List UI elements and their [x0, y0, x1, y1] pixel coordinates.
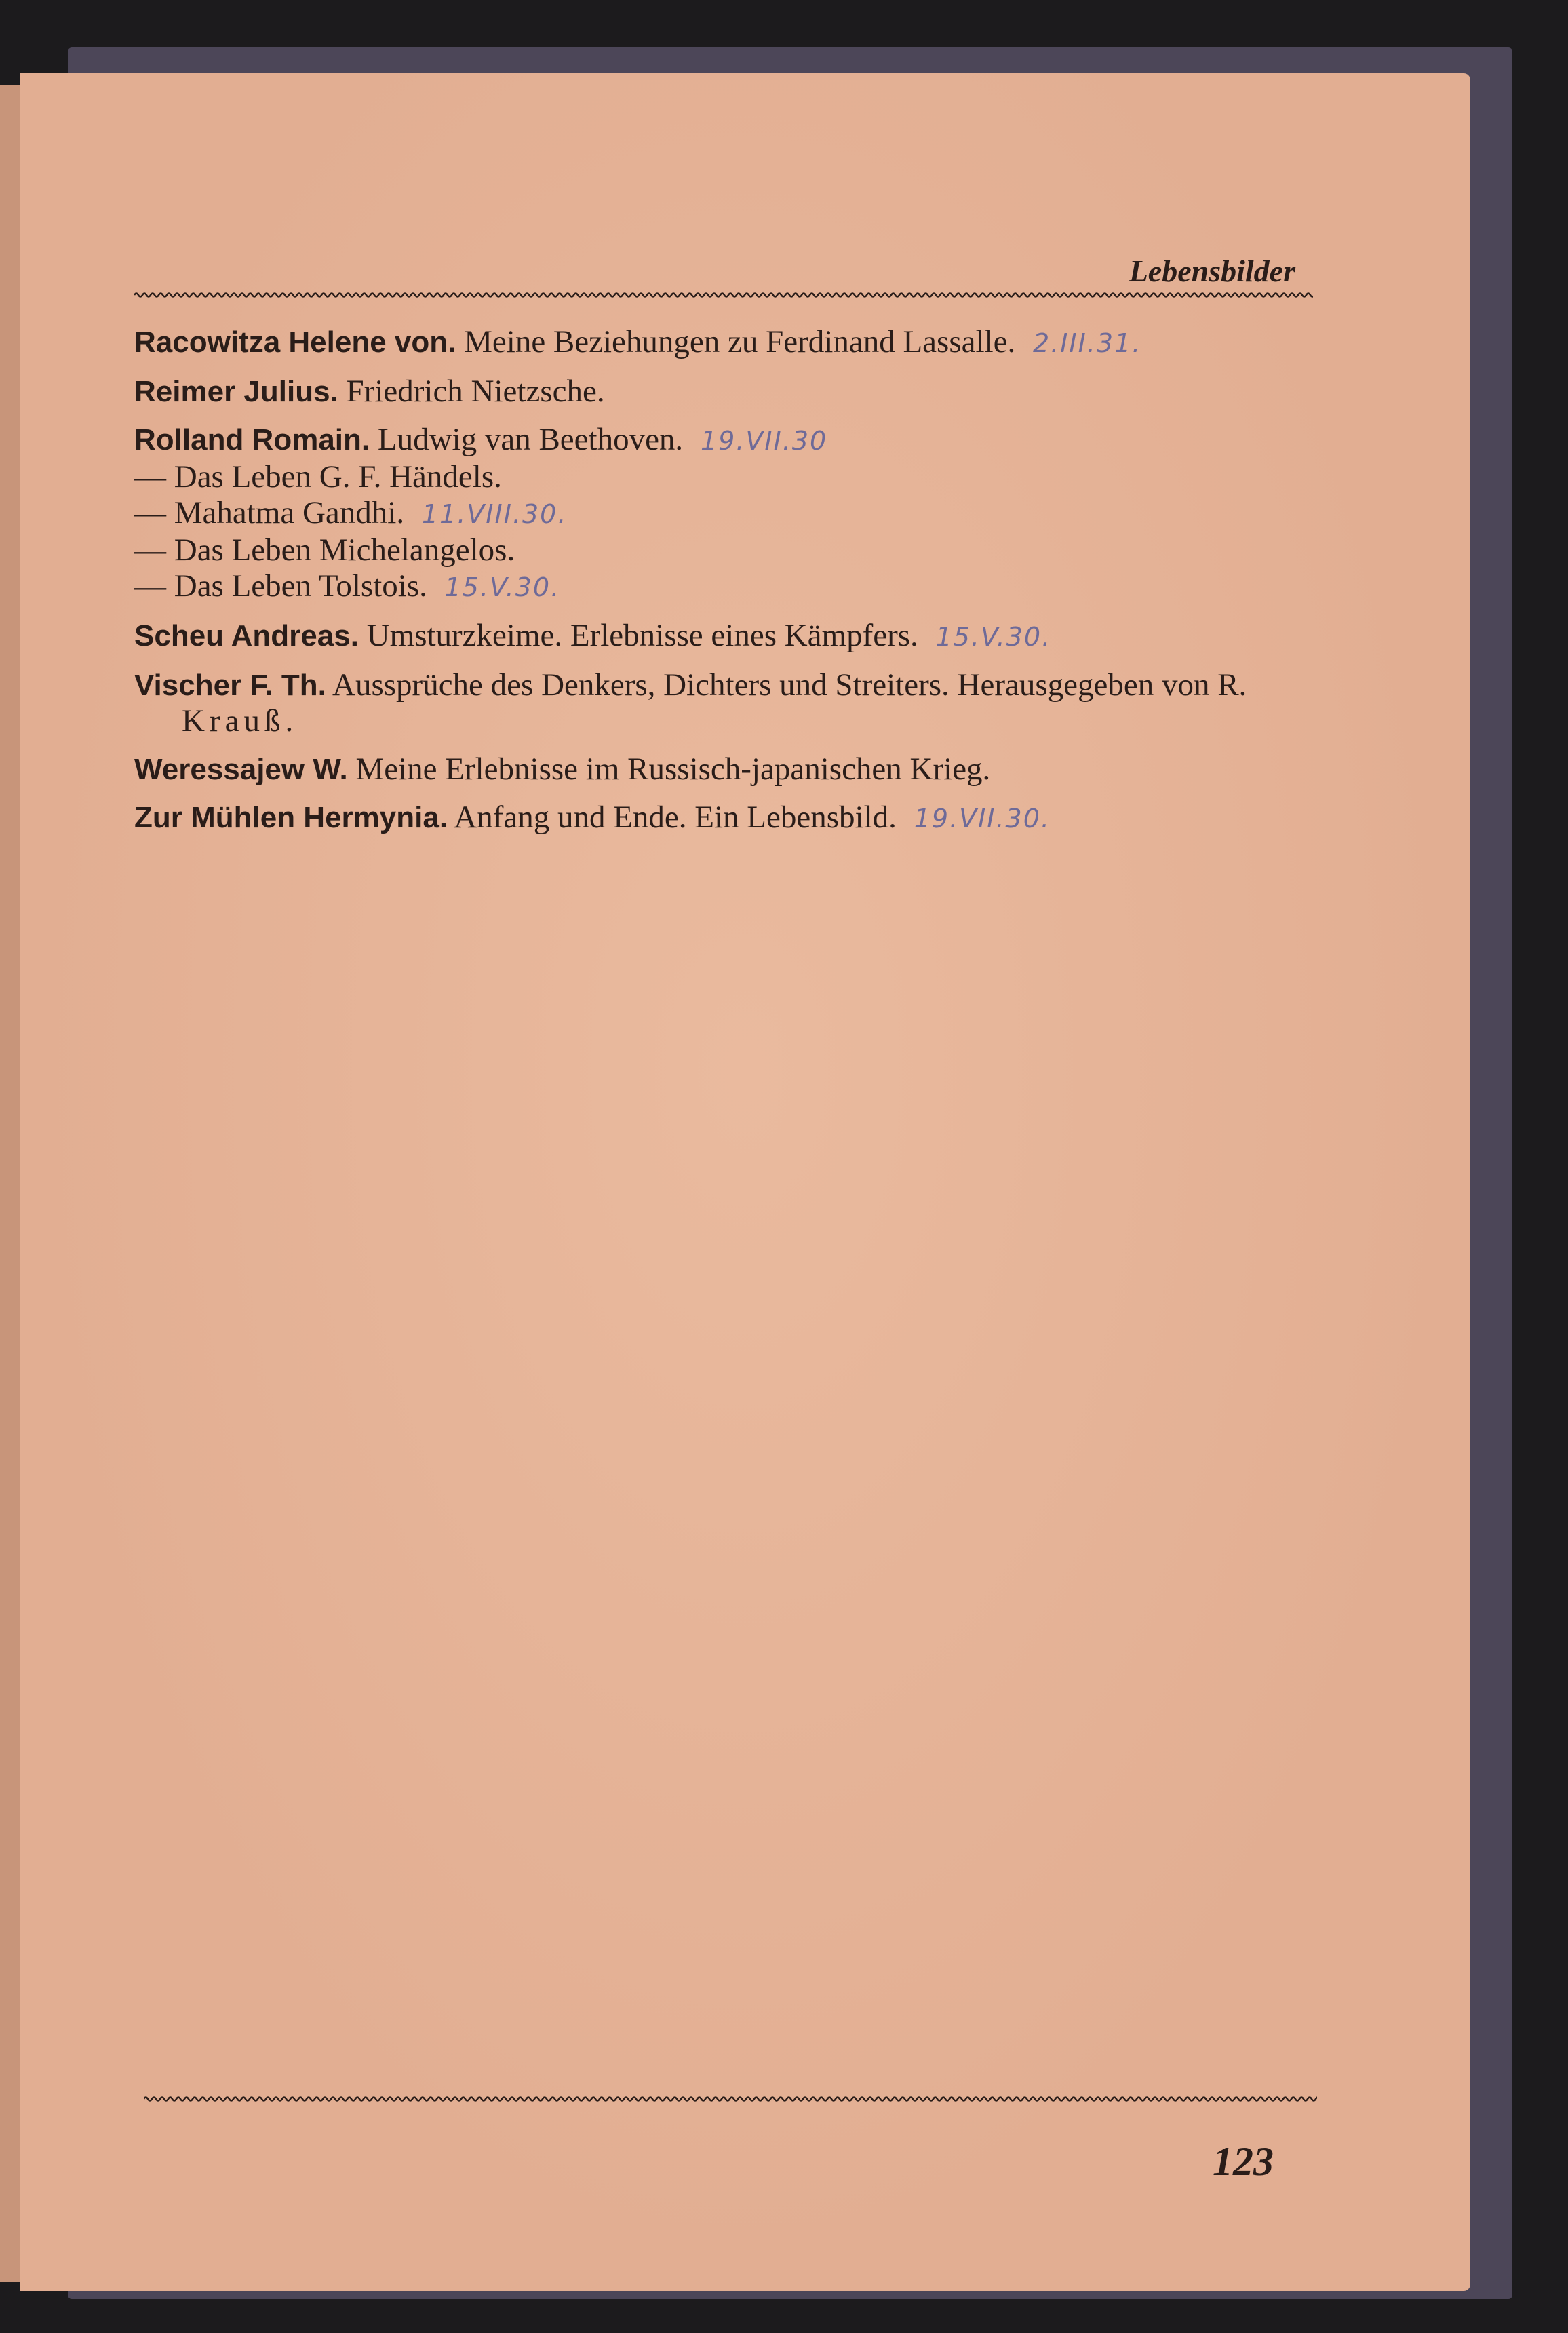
- entry-title: Meine Erlebnisse im Russisch-japanischen Krieg.: [355, 751, 991, 787]
- page-number: 123: [1213, 2139, 1274, 2184]
- entry-rolland-michelangelo: [134, 532, 1314, 568]
- entry-author: Weressajew W.: [134, 753, 348, 786]
- entry-rolland-gandhi: [134, 495, 1314, 532]
- entry-zur-muehlen: [134, 800, 1314, 837]
- handwritten-date: 2.III.31.: [1032, 328, 1142, 358]
- entry-weressajew: [134, 751, 1314, 787]
- entry-list: [134, 324, 1314, 849]
- entry-scheu: [134, 618, 1314, 655]
- entry-rolland: [134, 422, 1314, 459]
- entry-title: — Das Leben G. F. Händels.: [134, 459, 502, 494]
- entry-title: — Das Leben Michelangelos.: [134, 532, 515, 568]
- entry-author: Racowitza Helene von.: [134, 326, 456, 359]
- entry-author: Zur Mühlen Hermynia.: [134, 801, 448, 834]
- wavy-rule-bottom: [144, 2094, 1317, 2104]
- entry-title: Meine Beziehungen zu Ferdinand Lassalle.: [464, 324, 1016, 359]
- entry-rolland-tolstoi: [134, 568, 1314, 606]
- handwritten-date: 15.V.30.: [444, 572, 561, 602]
- entry-title: — Das Leben Tolstois.: [134, 568, 427, 604]
- handwritten-date: 19.VII.30.: [914, 804, 1051, 834]
- book-page: [20, 73, 1470, 2291]
- left-page-edge: [0, 85, 20, 2282]
- handwritten-date: 15.V.30.: [935, 622, 1052, 652]
- entry-title: Aussprüche des Denkers, Dichters und Streiters. Herausgegeben von R.: [332, 667, 1247, 703]
- entry-title: Umsturzkeime. Erlebnisse eines Kämpfers.: [366, 618, 918, 653]
- entry-reimer: [134, 374, 1314, 410]
- handwritten-date: 19.VII.30: [700, 426, 828, 456]
- entry-author: Rolland Romain.: [134, 423, 370, 456]
- entry-racowitza: [134, 324, 1314, 361]
- handwritten-date: 11.VIII.30.: [421, 499, 568, 529]
- entry-title-end: .: [285, 703, 294, 739]
- running-title: Lebensbilder: [1129, 254, 1295, 288]
- wavy-rule-top: [134, 290, 1313, 300]
- entry-title: Ludwig van Beethoven.: [377, 422, 684, 457]
- entry-title: Friedrich Nietzsche.: [346, 374, 605, 409]
- editor-name-spaced: Krauß: [182, 703, 286, 739]
- entry-title: Anfang und Ende. Ein Lebensbild.: [454, 800, 897, 835]
- entry-vischer: [134, 667, 1314, 739]
- entry-title: — Mahatma Gandhi.: [134, 495, 405, 530]
- entry-author: Vischer F. Th.: [134, 669, 326, 702]
- entry-rolland-haendel: [134, 459, 1314, 495]
- entry-author: Scheu Andreas.: [134, 619, 359, 652]
- entry-author: Reimer Julius.: [134, 375, 338, 408]
